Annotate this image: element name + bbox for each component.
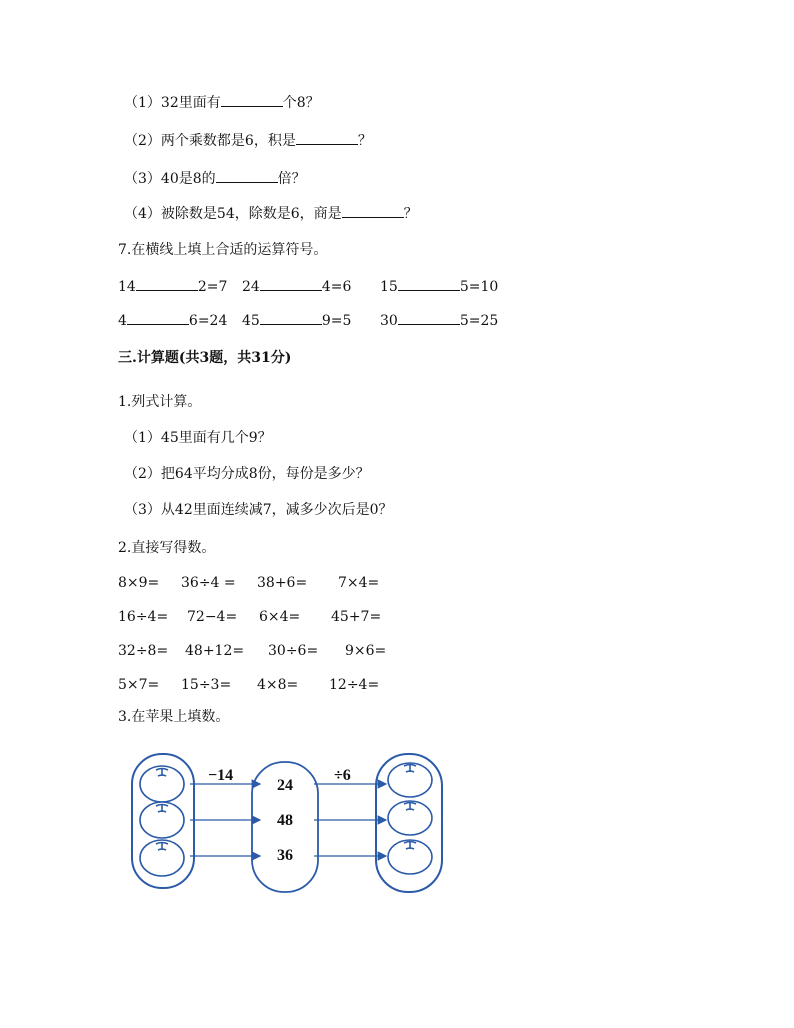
s3q3-title: 3.在苹果上填数。 (118, 709, 230, 725)
item-number: （2） (124, 466, 161, 482)
calc-item: 9×6= (345, 643, 387, 659)
item-number: （4） (124, 206, 161, 222)
item-number: （3） (124, 502, 161, 518)
apple-icon[interactable] (140, 802, 184, 838)
calc-item: 4×8= (257, 677, 299, 693)
calc-item: 7×4= (338, 575, 380, 591)
calc-item: 12÷4= (329, 677, 380, 693)
s3q1-item (124, 500, 393, 520)
q6-item-3 (124, 168, 306, 189)
calc-item: 48+12= (185, 643, 245, 659)
apple-icon[interactable] (388, 840, 432, 874)
calc-item: 5×7= (118, 677, 160, 693)
apple-icon[interactable] (388, 763, 432, 797)
calc-item: 72−4= (187, 609, 238, 625)
operand-b: 4=6 (321, 279, 352, 295)
q7-expr (380, 310, 498, 331)
item-text-post: ？ (403, 206, 418, 222)
section-title: 三.计算题(共3题，共31分) (118, 350, 292, 366)
item-number: （2） (124, 133, 161, 149)
calc-item: 38+6= (257, 575, 308, 591)
operator-blank[interactable] (260, 276, 322, 291)
answer-blank[interactable] (216, 168, 278, 183)
answer-blank[interactable] (296, 130, 358, 145)
calc-item: 36÷4 = (181, 575, 236, 591)
item-text: 把64平均分成8份，每份是多少？ (160, 466, 370, 482)
operator-blank[interactable] (127, 310, 189, 325)
operand-a: 45 (242, 313, 260, 329)
item-text: 从42里面连续减7，减多少次后是0？ (160, 502, 393, 518)
q7-expr (242, 310, 351, 331)
s3q1-item (124, 428, 272, 448)
operand-b: 9=5 (321, 313, 352, 329)
s3q1-title: 1.列式计算。 (118, 394, 202, 410)
operand-a: 24 (242, 279, 260, 295)
left-operator-label: −14 (208, 767, 234, 784)
calc-item: 32÷8= (118, 643, 169, 659)
item-text-pre: 32里面有 (160, 95, 221, 111)
item-text-post: 个8？ (282, 95, 320, 111)
middle-number: 48 (277, 812, 293, 829)
calc-item: 15÷3= (181, 677, 232, 693)
operand-a: 30 (380, 313, 398, 329)
right-operator-label: ÷6 (334, 767, 351, 784)
q7-expr (118, 310, 227, 331)
s3q2-title: 2.直接写得数。 (118, 540, 216, 556)
item-number: （1） (124, 95, 161, 111)
calc-item: 6×4= (259, 609, 301, 625)
operand-b: 2=7 (197, 279, 228, 295)
apple-diagram (128, 744, 448, 904)
operand-b: 5=10 (459, 279, 499, 295)
calc-item: 8×9= (118, 575, 160, 591)
item-number: （3） (124, 171, 161, 187)
q6-item-4 (124, 203, 418, 224)
s3q1-item (124, 464, 370, 484)
q6-item-1 (124, 92, 320, 113)
calc-item: 45+7= (331, 609, 382, 625)
apple-icon[interactable] (140, 766, 184, 802)
q6-item-2 (124, 130, 372, 151)
operand-a: 14 (118, 279, 136, 295)
calc-item: 16÷4= (118, 609, 169, 625)
apple-icon[interactable] (388, 801, 432, 835)
q7-expr (380, 276, 498, 297)
operand-a: 15 (380, 279, 398, 295)
operator-blank[interactable] (398, 310, 460, 325)
answer-blank[interactable] (342, 203, 404, 218)
operand-b: 6=24 (188, 313, 228, 329)
answer-blank[interactable] (221, 92, 283, 107)
item-text-post: 倍？ (277, 171, 306, 187)
item-text-pre: 被除数是54，除数是6，商是 (160, 206, 342, 222)
middle-number: 24 (277, 777, 293, 794)
operator-blank[interactable] (136, 276, 198, 291)
operator-blank[interactable] (398, 276, 460, 291)
operand-a: 4 (118, 313, 127, 329)
item-text-pre: 40是8的 (160, 171, 216, 187)
q7-expr (242, 276, 351, 297)
apple-icon[interactable] (140, 840, 184, 876)
item-text-pre: 两个乘数都是6，积是 (160, 133, 296, 149)
operand-b: 5=25 (459, 313, 499, 329)
q7-title: 7.在横线上填上合适的运算符号。 (118, 242, 328, 258)
item-number: （1） (124, 430, 161, 446)
item-text: 45里面有几个9？ (160, 430, 272, 446)
calc-item: 30÷6= (268, 643, 319, 659)
operator-blank[interactable] (260, 310, 322, 325)
item-text-post: ？ (357, 133, 372, 149)
q7-expr (118, 276, 227, 297)
middle-number: 36 (277, 847, 293, 864)
